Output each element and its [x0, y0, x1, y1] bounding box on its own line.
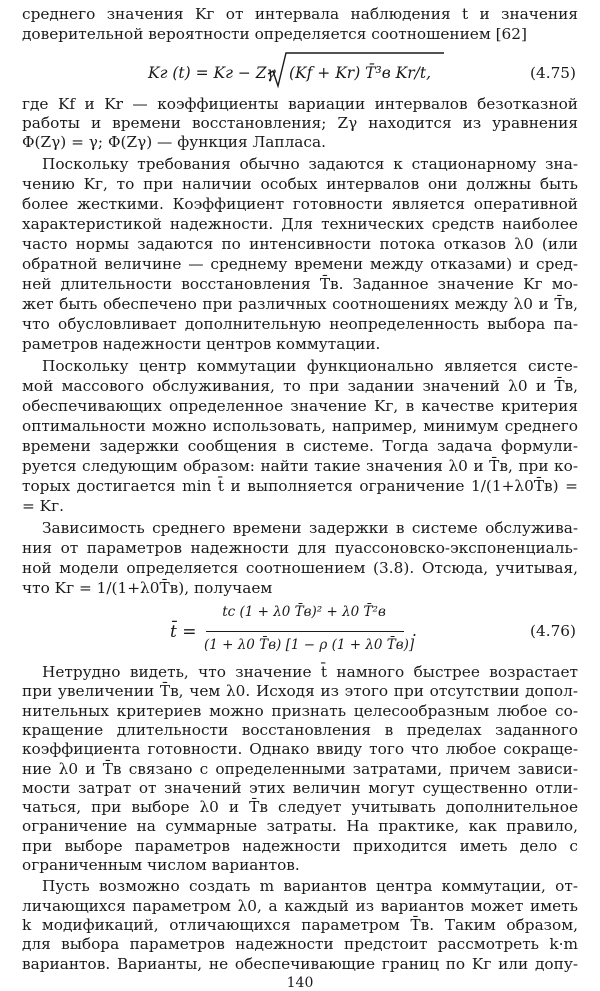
- text-line: работы и времени восстановления; Zγ находится из уравнения: [22, 114, 578, 132]
- text-line: характеристикой надежности. Для технических средств наиболее: [22, 215, 578, 233]
- text-line: Зависимость среднего времени задержки в системе обслужива-: [42, 519, 578, 537]
- text-line: обеспечивающих определенное значение Kг, в качестве критерия: [22, 397, 578, 415]
- text-line: личающихся параметром λ0, а каждый из вариантов может иметь: [22, 896, 578, 915]
- text-line: вариантов. Варианты, не обеспечивающие границ по Kг или допу-: [22, 954, 578, 973]
- text-line: для выбора параметров надежности предстоит рассмотреть k·m: [22, 935, 578, 954]
- text-line: обратной величине — среднему времени между отказами) и сред-: [22, 255, 578, 273]
- equation-radicand: (Kf + Kr) T̄³в Kr/t,: [289, 64, 432, 82]
- text-line: доверительной вероятности определяется соотношением [62]: [22, 25, 527, 43]
- equation-number: (4.75): [530, 64, 576, 82]
- text-line: оптимальности можно использовать, например, минимум среднего: [22, 417, 578, 435]
- text-line: при выборе параметров надежности приходится иметь дело с: [22, 836, 578, 855]
- text-line: среднего значения Kг от интервала наблюдения t и значения: [22, 5, 578, 23]
- text-line: Поскольку центр коммутации функционально является систе-: [42, 357, 578, 375]
- text-line: часто нормы задаются по интенсивности потока отказов λ0 (или: [22, 235, 578, 253]
- text-line: при увеличении T̄в, чем λ0. Исходя из этого при отсутствии допол-: [22, 682, 578, 701]
- equation-number: (4.76): [530, 622, 576, 640]
- text-line: ния от параметров надежности для пуассоновско-экспоненциаль-: [22, 539, 578, 557]
- text-line: нительных критериев можно признать целесообразным любое со-: [22, 701, 578, 720]
- text-line: чаться, при выборе λ0 и T̄в следует учитывать дополнительное: [22, 798, 578, 817]
- text-line: Φ(Zγ) = γ; Φ(Zγ) — функция Лапласа.: [22, 133, 326, 151]
- text-line: где Kf и Kr — коэффициенты вариации интервалов безотказной: [22, 95, 578, 113]
- text-line: что Kг = 1/(1+λ0T̄в), получаем: [22, 579, 273, 597]
- text-line: коэффициента готовности. Однако ввиду того что любое сокраще-: [22, 740, 578, 759]
- text-line: ние λ0 и T̄в связано с определенными затратами, причем зависи-: [22, 759, 578, 778]
- text-line: жет быть обеспечено при различных соотношениях между λ0 и T̄в,: [22, 295, 578, 313]
- fraction-numerator: tc (1 + λ0 T̄в)² + λ0 T̄²в: [222, 604, 386, 620]
- text-line: ограниченным числом вариантов.: [22, 856, 300, 874]
- fraction-bar: [206, 631, 404, 632]
- text-line: Нетрудно видеть, что значение t̄ намного быстрее возрастает: [42, 663, 578, 681]
- text-line: мости затрат от значений этих величин могут существенно отли-: [22, 778, 578, 797]
- equation-tail: .: [412, 622, 417, 640]
- text-line: чению Kг, то при наличии особых интервалов они должны быть: [22, 175, 578, 193]
- fraction-denominator: (1 + λ0 T̄в) [1 − ρ (1 + λ0 T̄в)]: [204, 637, 415, 653]
- text-line: более жесткими. Коэффициент готовности является оперативной: [22, 195, 578, 213]
- text-line: времени задержки сообщения в системе. Тогда задача формули-: [22, 437, 578, 455]
- text-line: что обусловливает дополнительную неопределенность выбора па-: [22, 315, 578, 333]
- page-number: 140: [286, 974, 314, 991]
- equation-lhs: Kг (t) = Kг − Zγ: [148, 64, 276, 82]
- text-line: руется следующим образом: найти такие значения λ0 и T̄в, при ко-: [22, 457, 578, 475]
- text-line: ней длительности восстановления T̄в. Заданное значение Kг мо-: [22, 275, 578, 293]
- text-line: k модификаций, отличающихся параметром T̄в. Таким образом,: [22, 915, 578, 934]
- text-line: ограничение на суммарные затраты. На практике, как правило,: [22, 817, 578, 836]
- text-line: мой массового обслуживания, то при задании значений λ0 и T̄в,: [22, 377, 578, 395]
- text-line: = Kг.: [22, 497, 64, 515]
- text-line: Пусть возможно создать m вариантов центра коммутации, от-: [42, 877, 578, 896]
- text-line: торых достигается min t̄ и выполняется ограничение 1/(1+λ0T̄в) =: [22, 477, 578, 495]
- text-line: Поскольку требования обычно задаются к стационарному зна-: [42, 155, 578, 173]
- text-line: ной модели определяется соотношением (3.8). Отсюда, учитывая,: [22, 559, 578, 577]
- equation-lhs: t̄ =: [170, 622, 197, 642]
- text-line: раметров надежности центров коммутации.: [22, 335, 381, 353]
- text-line: кращение длительности восстановления в пределах заданного: [22, 720, 578, 739]
